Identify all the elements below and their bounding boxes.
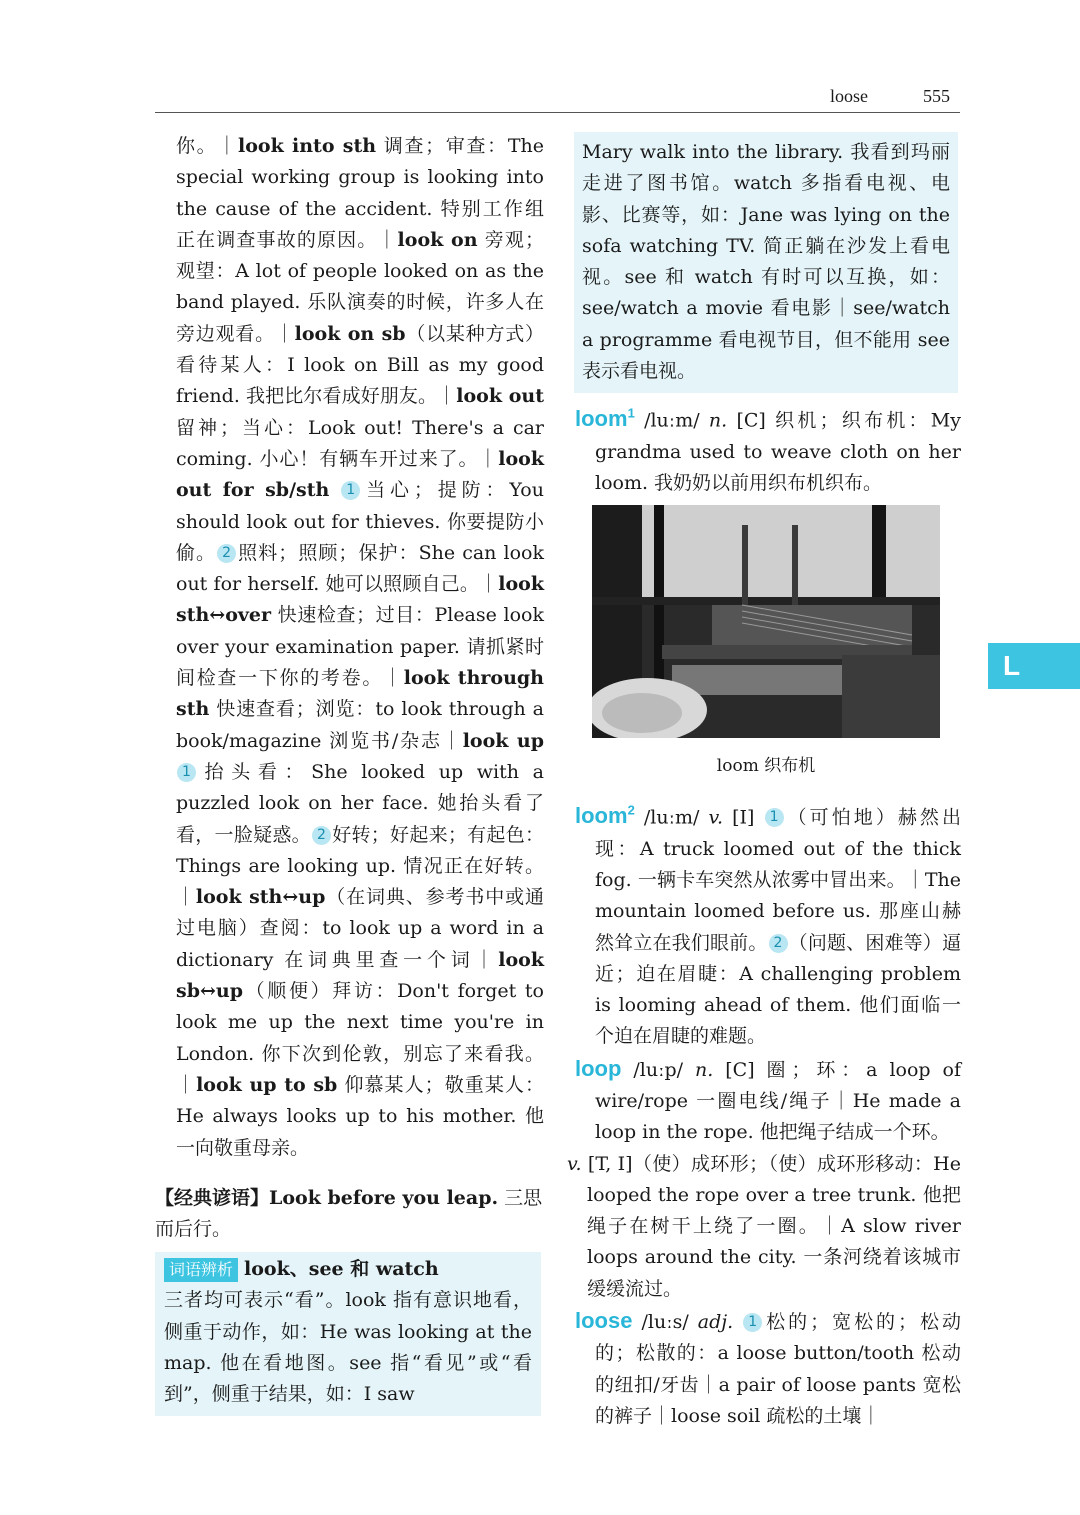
phrase-bold: look out for sb/sth <box>176 447 544 502</box>
proverb-label: 【经典谚语】 <box>155 1187 270 1209</box>
sense-number-icon: 1 <box>743 1313 762 1332</box>
entry-loop-verb: v. [T, I]（使）成环形；（使）成环形移动：He looped the rope over a tree trunk. 他把绳子在树干上绕了一圈。｜A slow river loops around the city. 一条河绕着该城市缓缓流过。 <box>567 1152 961 1300</box>
sense-number-icon: 2 <box>217 544 236 563</box>
phrase-bold: look into sth <box>238 135 377 157</box>
loom-photo <box>592 505 940 738</box>
letter-index-tab[interactable]: L <box>988 643 1080 689</box>
phrase-bold: look sth↔up <box>195 886 326 909</box>
entry-look-phrases: 你。｜look into sth 调查；审查：The special working group is looking into the cause of the accident. 特别工作组正在调查事故的原因。｜look on 旁观；观望：A lot of people looked on as the band played. 乐队演奏的时候，许多人在旁边观看。｜look on sb（以某种方式）看待某人：I look on Bill as my good friend. 我把比尔看成好朋友。｜look out 留神；当心：Look out! There's a car coming. 小心！有辆车开过来了。｜look out for sb/sth 1 当心；提防：You should look out for thieves. 你要提防小偷。 2 照料；照顾；保护：She can look out for herself. 她可以照顾自己。｜look sth↔over 快速检查；过目：Please look over your examination paper. 请抓紧时间检查一下你的考卷。｜look through sth 快速查看；浏览：to look through a book/magazine 浏览书/杂志｜look up 1 抬头看：She looked up with a puzzled look on her face. 她抬头看了看，一脸疑惑。 2 好转；好起来；有起色：Things are looking up. 情况正在好转。｜look sth↔up（在词典、参考书中或通过电脑）查阅：to look up a word in a dictionary 在词典里查一个词｜look sb↔up（顺便）拜访：Don't forget to look me up the next time you're in London. 你下次到伦敦，别忘了来看我。｜look up to sb 仰慕某人；敬重某人：He always looks up to his mother. 他一向敬重母亲。 <box>176 135 545 1159</box>
headword: loose <box>575 1308 633 1334</box>
headword: loom$^2$ <box>575 803 635 829</box>
phrase-bold: look up <box>462 729 544 752</box>
entry-loop: loop /luːp/ n. [C] 圈；环：a loop of wire/rope 一圈电线/绳子｜He made a loop in the rope. 他把绳子结成一个环。 <box>575 1055 961 1144</box>
part-of-speech: adj. <box>697 1311 734 1334</box>
phrase-bold: look on sb <box>294 322 406 345</box>
usage-title: look、see 和 watch <box>244 1258 439 1280</box>
phrase-bold: look sb↔up <box>176 948 544 1003</box>
usage-body-part1: 三者均可表示“看”。look 指有意识地看，侧重于动作，如：He was looking at the map. 他在看地图。see 指“看见”或“看到”，侧重于结果，如：I saw <box>164 1289 532 1406</box>
image-caption: loom 织布机 <box>716 756 816 776</box>
sense-number-icon: 2 <box>769 934 788 953</box>
phrase-bold: look up to sb <box>196 1073 338 1096</box>
entry-loom1: loom$^1$ /luːm/ n. [C] 织机；织布机：My grandma used to weave cloth on her loom. 我奶奶以前用织布机织布。 <box>575 406 961 494</box>
headword: loop <box>575 1055 622 1081</box>
part-of-speech: n. <box>695 1058 714 1081</box>
headword-loom1: loom$^1$ <box>575 406 635 432</box>
sense-number-icon: 1 <box>765 808 784 827</box>
proverb-chinese: 三思而后行。 <box>155 1187 543 1241</box>
usage-box-part2 <box>574 132 958 393</box>
right-column-lower <box>567 795 961 1432</box>
usage-body-part2: Mary walk into the library. 我看到玛丽走进了图书馆。watch 多指看电视、电影、比赛等，如：Jane was lying on the sofa watching TV. 简正躺在沙发上看电视。see 和 watch 有时可以互换，如：see/watch a movie 看电影｜see/watch a programme 看电视节目，但不能用 see 表示看电视。 <box>582 141 950 383</box>
entry-loom2: loom$^2$ /luːm/ v. [I] 1 （可怕地）赫然出现：A truck loomed out of the thick fog. 一辆卡车突然从浓雾中冒出来。｜The mountain loomed before us. 那座山赫然耸立在我们眼前。 2 （问题、困难等）逼近；迫在眉睫：A challenging problem is looming ahead of them. 他们面临一个迫在眉睫的难题。 <box>575 803 961 1048</box>
page-header <box>155 86 960 113</box>
right-column <box>575 398 961 499</box>
sense-number-icon: 1 <box>341 481 360 500</box>
sense-number-icon: 1 <box>177 763 196 782</box>
loom-illustration <box>592 505 940 738</box>
part-of-speech: v. <box>567 1152 582 1175</box>
proverb <box>155 1183 545 1246</box>
phrase-bold: look out <box>456 385 545 408</box>
usage-box-part1 <box>155 1252 541 1416</box>
proverb-english: Look before you leap. <box>269 1187 499 1209</box>
phrase-bold: look on <box>397 228 478 251</box>
usage-tag: 词语辨析 <box>164 1258 238 1282</box>
part-of-speech: v. <box>708 806 724 829</box>
left-column <box>176 131 544 1164</box>
phrase-bold: look through sth <box>176 667 544 721</box>
running-head-word: loose <box>830 86 868 106</box>
entry-loose: loose /luːs/ adj. 1 松的；宽松的；松动的；松散的：a loose button/tooth 松动的纽扣/牙齿｜a pair of loose pants 宽松的裤子｜loose soil 疏松的土壤｜ <box>575 1308 961 1427</box>
phrase-bold: look sth↔over <box>176 573 544 627</box>
sense-number-icon: 2 <box>312 826 331 845</box>
page-number: 555 <box>923 86 950 106</box>
